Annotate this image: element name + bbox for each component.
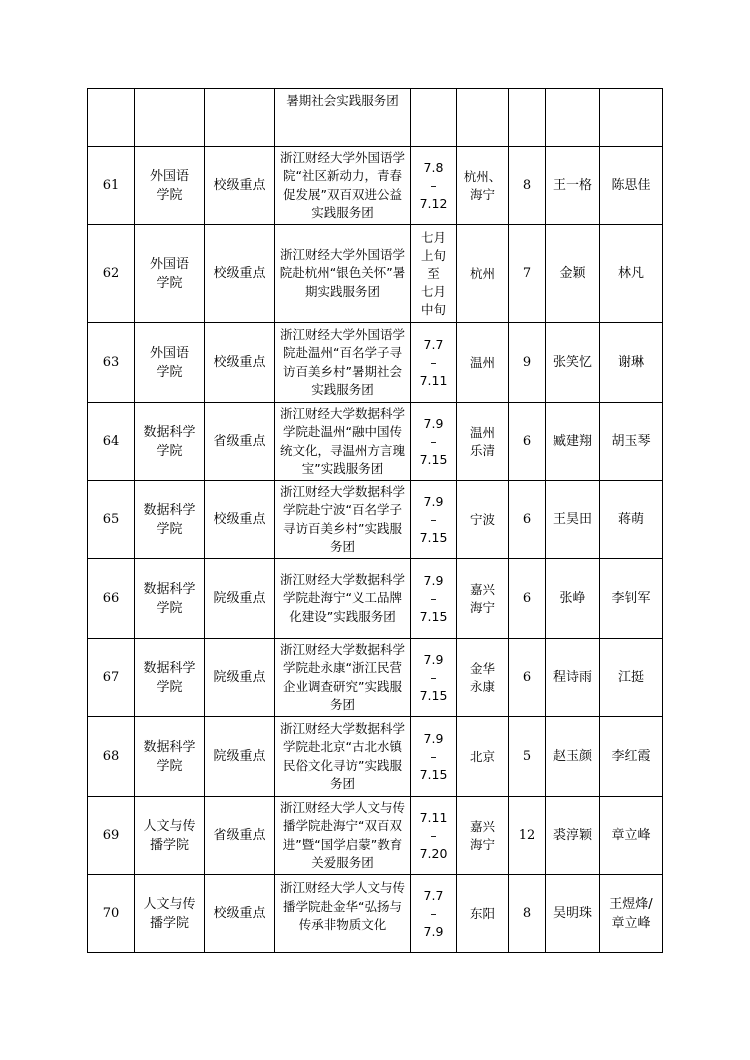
project-name: 浙江财经大学外国语学院赴杭州“银色关怀”暑期实践服务团 xyxy=(279,246,406,299)
level-cell xyxy=(205,559,275,639)
advisor: 林凡 xyxy=(617,266,644,281)
table-row xyxy=(88,559,663,639)
team-leader: 吴明珠 xyxy=(552,906,592,921)
date-range: 7.9 – 7.15 xyxy=(419,493,448,545)
location: 杭州 xyxy=(469,265,495,281)
advisor-cell xyxy=(600,147,663,225)
college-cell xyxy=(135,225,205,323)
location-cell xyxy=(457,717,509,797)
date-range-cell xyxy=(411,559,457,639)
advisor-cell xyxy=(600,717,663,797)
level: 校级重点 xyxy=(213,266,266,281)
project-name: 浙江财经大学外国语学院“社区新动力，青春促发展”双百双进公益实践服务团 xyxy=(279,149,405,220)
college-cell xyxy=(135,559,205,639)
table-row xyxy=(88,147,663,225)
team-leader-cell xyxy=(546,639,600,717)
location-cell xyxy=(457,797,509,875)
college: 数据科学 学院 xyxy=(143,502,196,537)
date-range: 7.9 – 7.15 xyxy=(419,651,448,703)
member-count-cell xyxy=(509,323,546,403)
advisor: 陈思佳 xyxy=(611,178,651,193)
team-leader: 王昊田 xyxy=(552,512,592,527)
college: 数据科学 学院 xyxy=(143,581,196,616)
college-cell xyxy=(135,147,205,225)
date-range: 7.7 – 7.9 xyxy=(423,887,444,939)
table-row xyxy=(88,797,663,875)
row-number-cell xyxy=(88,875,135,953)
date-range: 7.9 – 7.15 xyxy=(419,572,448,624)
date-range-cell xyxy=(411,639,457,717)
college-cell xyxy=(135,403,205,481)
date-range-cell xyxy=(411,147,457,225)
member-count: 6 xyxy=(522,670,532,685)
member-count-cell xyxy=(509,147,546,225)
advisor: 江挺 xyxy=(617,670,644,685)
level-cell xyxy=(205,875,275,953)
member-count-cell xyxy=(509,89,546,147)
member-count: 12 xyxy=(518,828,536,843)
date-range-cell xyxy=(411,225,457,323)
row-number-cell xyxy=(88,717,135,797)
location: 杭州、 海宁 xyxy=(463,168,502,202)
team-leader: 张笑忆 xyxy=(552,355,592,370)
date-range: 7.9 – 7.15 xyxy=(419,415,448,467)
level-cell xyxy=(205,147,275,225)
advisor-cell xyxy=(600,481,663,559)
project-name-cell xyxy=(275,403,411,481)
project-name-cell xyxy=(275,147,411,225)
college: 人文与传 播学院 xyxy=(143,818,196,853)
row-number: 69 xyxy=(102,828,120,843)
team-leader: 王一格 xyxy=(552,178,592,193)
project-name-cell xyxy=(275,717,411,797)
date-range-cell xyxy=(411,403,457,481)
team-leader: 裘淳颖 xyxy=(552,828,592,843)
team-leader-cell xyxy=(546,875,600,953)
project-name: 浙江财经大学数据科学学院赴永康“浙江民营企业调查研究”实践服务团 xyxy=(279,641,405,712)
team-leader-cell xyxy=(546,797,600,875)
location: 嘉兴 海宁 xyxy=(469,818,495,852)
level-cell xyxy=(205,481,275,559)
college-cell xyxy=(135,323,205,403)
project-name: 浙江财经大学数据科学学院赴北京“古北水镇民俗文化寻访”实践服务团 xyxy=(279,720,405,791)
project-name: 浙江财经大学数据科学学院赴海宁“义工品牌化建设”实践服务团 xyxy=(279,571,405,624)
member-count: 8 xyxy=(522,906,532,921)
member-count: 6 xyxy=(522,512,532,527)
project-name-cell xyxy=(275,559,411,639)
college: 数据科学 学院 xyxy=(143,660,196,695)
team-leader: 程诗雨 xyxy=(552,670,592,685)
college: 外国语 学院 xyxy=(149,345,189,380)
row-number-cell xyxy=(88,797,135,875)
date-range-cell xyxy=(411,875,457,953)
table-row xyxy=(88,89,663,147)
team-leader-cell xyxy=(546,225,600,323)
team-leader: 金颖 xyxy=(559,266,586,281)
date-range-cell xyxy=(411,481,457,559)
row-number-cell xyxy=(88,89,135,147)
advisor: 章立峰 xyxy=(611,828,651,843)
advisor-cell xyxy=(600,225,663,323)
row-number: 61 xyxy=(102,178,120,193)
team-leader: 臧建翔 xyxy=(552,434,592,449)
location: 宁波 xyxy=(469,511,495,527)
college-cell xyxy=(135,797,205,875)
level: 校级重点 xyxy=(213,512,266,527)
team-leader-cell xyxy=(546,559,600,639)
member-count-cell xyxy=(509,797,546,875)
college: 人文与传 播学院 xyxy=(143,896,196,931)
row-number: 63 xyxy=(102,355,120,370)
college-cell xyxy=(135,875,205,953)
row-number: 62 xyxy=(102,266,120,281)
college-cell xyxy=(135,717,205,797)
team-leader: 张峥 xyxy=(559,591,586,606)
project-name-cell xyxy=(275,225,411,323)
member-count: 7 xyxy=(522,266,532,281)
college: 外国语 学院 xyxy=(149,256,189,291)
location: 北京 xyxy=(469,748,495,764)
level: 校级重点 xyxy=(213,355,266,370)
member-count-cell xyxy=(509,875,546,953)
row-number-cell xyxy=(88,225,135,323)
advisor: 王煜烽/ 章立峰 xyxy=(609,896,653,931)
date-range-cell xyxy=(411,797,457,875)
project-name: 浙江财经大学数据科学学院赴宁波“百名学子寻访百美乡村”实践服务团 xyxy=(279,483,405,554)
date-range: 7.9 – 7.15 xyxy=(419,730,448,782)
row-number-cell xyxy=(88,559,135,639)
team-leader-cell xyxy=(546,717,600,797)
location-cell xyxy=(457,639,509,717)
project-name-cell xyxy=(275,323,411,403)
project-name-cell xyxy=(275,481,411,559)
college-cell xyxy=(135,639,205,717)
advisor-cell xyxy=(600,797,663,875)
row-number-cell xyxy=(88,403,135,481)
table-row xyxy=(88,639,663,717)
location: 温州 乐清 xyxy=(469,424,495,458)
level-cell xyxy=(205,89,275,147)
member-count-cell xyxy=(509,717,546,797)
college: 数据科学 学院 xyxy=(143,424,196,459)
level: 省级重点 xyxy=(213,828,266,843)
location: 东阳 xyxy=(469,905,495,921)
location-cell xyxy=(457,481,509,559)
team-leader-cell xyxy=(546,89,600,147)
row-number-cell xyxy=(88,639,135,717)
row-number-cell xyxy=(88,481,135,559)
location-cell xyxy=(457,323,509,403)
level-cell xyxy=(205,403,275,481)
advisor-cell xyxy=(600,89,663,147)
table-row xyxy=(88,875,663,953)
date-range: 七月 上旬 至 七月 中旬 xyxy=(420,229,446,317)
project-name-cell xyxy=(275,797,411,875)
college-cell xyxy=(135,481,205,559)
row-number: 64 xyxy=(102,434,120,449)
date-range-cell xyxy=(411,717,457,797)
row-number: 67 xyxy=(102,670,120,685)
location-cell xyxy=(457,89,509,147)
member-count-cell xyxy=(509,225,546,323)
advisor: 蒋萌 xyxy=(617,512,644,527)
team-leader-cell xyxy=(546,323,600,403)
level: 校级重点 xyxy=(213,906,266,921)
date-range-cell xyxy=(411,323,457,403)
level-cell xyxy=(205,639,275,717)
team-leader: 赵玉颜 xyxy=(552,749,592,764)
location-cell xyxy=(457,225,509,323)
advisor-cell xyxy=(600,403,663,481)
member-count: 6 xyxy=(522,434,532,449)
project-name: 浙江财经大学人文与传播学院赴金华“弘扬与传承非物质文化 xyxy=(279,880,405,932)
member-count-cell xyxy=(509,639,546,717)
team-leader-cell xyxy=(546,403,600,481)
college: 数据科学 学院 xyxy=(143,739,196,774)
advisor: 谢琳 xyxy=(617,355,644,370)
level: 院级重点 xyxy=(213,670,266,685)
table-row xyxy=(88,717,663,797)
advisor: 李红霞 xyxy=(611,749,651,764)
date-range: 7.11 – 7.20 xyxy=(419,809,448,861)
location-cell xyxy=(457,147,509,225)
team-leader-cell xyxy=(546,481,600,559)
location-cell xyxy=(457,403,509,481)
level: 院级重点 xyxy=(213,749,266,764)
row-number: 66 xyxy=(102,591,120,606)
location-cell xyxy=(457,559,509,639)
member-count: 5 xyxy=(522,749,532,764)
location: 温州 xyxy=(469,354,495,370)
date-range: 7.8 – 7.12 xyxy=(419,159,448,211)
project-name: 浙江财经大学数据科学学院赴温州“融中国传统文化，寻温州方言瑰宝”实践服务团 xyxy=(279,405,405,476)
location: 金华 永康 xyxy=(469,660,495,694)
member-count: 6 xyxy=(522,591,532,606)
member-count: 8 xyxy=(522,178,532,193)
table-row xyxy=(88,403,663,481)
college-cell xyxy=(135,89,205,147)
level-cell xyxy=(205,225,275,323)
member-count: 9 xyxy=(522,355,532,370)
project-name: 暑期社会实践服务团 xyxy=(286,93,399,108)
member-count-cell xyxy=(509,481,546,559)
location: 嘉兴 海宁 xyxy=(469,581,495,615)
row-number: 68 xyxy=(102,749,120,764)
team-leader-cell xyxy=(546,147,600,225)
member-count-cell xyxy=(509,559,546,639)
project-name-cell xyxy=(275,875,411,953)
project-name-cell xyxy=(275,639,411,717)
row-number: 65 xyxy=(102,512,120,527)
location-cell xyxy=(457,875,509,953)
date-range-cell xyxy=(411,89,457,147)
level-cell xyxy=(205,717,275,797)
level: 校级重点 xyxy=(213,178,266,193)
project-table xyxy=(87,88,663,953)
table-row xyxy=(88,481,663,559)
row-number-cell xyxy=(88,323,135,403)
level: 省级重点 xyxy=(213,434,266,449)
project-name: 浙江财经大学外国语学院赴温州“百名学子寻访百美乡村”暑期社会实践服务团 xyxy=(279,326,405,397)
table-row xyxy=(88,225,663,323)
date-range: 7.7 – 7.11 xyxy=(419,336,448,388)
advisor: 胡玉琴 xyxy=(611,434,651,449)
project-name: 浙江财经大学人文与传播学院赴海宁“双百双进”暨“国学启蒙”教育关爱服务团 xyxy=(279,799,405,870)
level-cell xyxy=(205,323,275,403)
level: 院级重点 xyxy=(213,591,266,606)
advisor-cell xyxy=(600,559,663,639)
member-count-cell xyxy=(509,403,546,481)
table-row xyxy=(88,323,663,403)
advisor: 李钊军 xyxy=(611,591,651,606)
row-number: 70 xyxy=(102,906,120,921)
advisor-cell xyxy=(600,875,663,953)
level-cell xyxy=(205,797,275,875)
row-number-cell xyxy=(88,147,135,225)
project-name-cell xyxy=(275,89,411,147)
college: 外国语 学院 xyxy=(149,168,189,203)
advisor-cell xyxy=(600,323,663,403)
advisor-cell xyxy=(600,639,663,717)
